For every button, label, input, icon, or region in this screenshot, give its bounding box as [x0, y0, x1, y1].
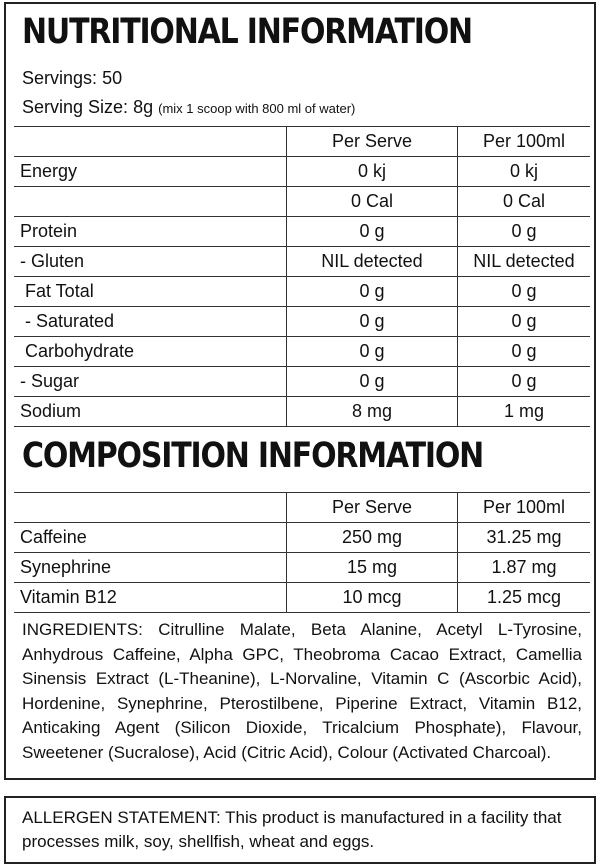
table-header-row: [14, 127, 590, 157]
nutrient-name: Carbohydrate: [14, 337, 287, 367]
nutrition-heading: NUTRITIONAL INFORMATION: [22, 12, 472, 53]
per-100ml-value: 1.25 mcg: [458, 583, 591, 613]
nutrient-name: Energy: [14, 157, 287, 187]
per-serve-value: 0 kj: [287, 157, 458, 187]
servings-label: Servings:: [22, 68, 98, 88]
column-header: Per Serve: [287, 493, 458, 523]
per-100ml-value: NIL detected: [458, 247, 591, 277]
nutrient-name: Fat Total: [14, 277, 287, 307]
table-row: [14, 553, 590, 583]
per-serve-value: 0 g: [287, 367, 458, 397]
nutrient-name: - Sugar: [14, 367, 287, 397]
serving-size-note: (mix 1 scoop with 800 ml of water): [158, 101, 356, 116]
per-100ml-value: 1.87 mg: [458, 553, 591, 583]
allergen-panel: [4, 796, 596, 864]
per-100ml-value: 0 g: [458, 337, 591, 367]
per-serve-value: 0 g: [287, 307, 458, 337]
nutrition-panel: [4, 2, 596, 780]
per-serve-value: 250 mg: [287, 523, 458, 553]
allergen-statement: ALLERGEN STATEMENT: This product is manufactured in a facility that processes milk, soy, shellfish, wheat and eggs.: [22, 808, 562, 851]
nutrient-name: - Saturated: [14, 307, 287, 337]
table-row: [14, 583, 590, 613]
per-100ml-value: 31.25 mg: [458, 523, 591, 553]
per-100ml-value: 0 g: [458, 367, 591, 397]
serving-size-label: Serving Size:: [22, 97, 129, 117]
composition-heading: COMPOSITION INFORMATION: [22, 436, 484, 477]
per-serve-value: 0 g: [287, 337, 458, 367]
per-100ml-value: 0 kj: [458, 157, 591, 187]
compound-name: Synephrine: [14, 553, 287, 583]
nutrient-name: Protein: [14, 217, 287, 247]
per-serve-value: 0 g: [287, 217, 458, 247]
per-serve-value: 15 mg: [287, 553, 458, 583]
table-row: [14, 367, 590, 397]
table-row: [14, 523, 590, 553]
nutrient-name: Sodium: [14, 397, 287, 427]
per-serve-value: 0 Cal: [287, 187, 458, 217]
per-serve-value: NIL detected: [287, 247, 458, 277]
compound-name: Caffeine: [14, 523, 287, 553]
table-row: [14, 217, 590, 247]
per-100ml-value: 0 g: [458, 217, 591, 247]
compound-name: Vitamin B12: [14, 583, 287, 613]
per-100ml-value: 0 Cal: [458, 187, 591, 217]
per-100ml-value: 0 g: [458, 277, 591, 307]
table-row: [14, 247, 590, 277]
table-row: [14, 337, 590, 367]
per-serve-value: 10 mcg: [287, 583, 458, 613]
per-100ml-value: 0 g: [458, 307, 591, 337]
table-row: [14, 157, 590, 187]
table-row: [14, 277, 590, 307]
servings-value: 50: [102, 68, 123, 88]
nutrition-table: [14, 126, 590, 427]
column-header: Per Serve: [287, 127, 458, 157]
column-header: Per 100ml: [458, 493, 591, 523]
composition-table: [14, 492, 590, 613]
table-header-row: [14, 493, 590, 523]
servings-line: [22, 68, 122, 89]
per-serve-value: 0 g: [287, 277, 458, 307]
table-row: [14, 187, 590, 217]
serving-size-line: [22, 97, 355, 118]
table-row: [14, 307, 590, 337]
per-100ml-value: 1 mg: [458, 397, 591, 427]
serving-size-value: 8g: [133, 97, 154, 117]
column-header: [14, 493, 287, 523]
nutrient-name: [14, 187, 287, 217]
column-header: [14, 127, 287, 157]
per-serve-value: 8 mg: [287, 397, 458, 427]
ingredients-text: INGREDIENTS: Citrulline Malate, Beta Alanine, Acetyl L-Tyrosine, Anhydrous Caffeine, Alpha GPC, Theobroma Cacao Extract, Camellia Sinensis Extract (L-Theanine), L-Norvaline, Vitamin C (Ascorbic Acid), Hordenine, Synephrine, Pterostilbene, Piperine Extract, Vitamin B12, Anticaking Agent (Silicon Dioxide, Tricalcium Phosphate), Flavour, Sweetener (Sucralose), Acid (Citric Acid), Colour (Activated Charcoal).: [22, 620, 582, 762]
nutrient-name: - Gluten: [14, 247, 287, 277]
column-header: Per 100ml: [458, 127, 591, 157]
table-row: [14, 397, 590, 427]
